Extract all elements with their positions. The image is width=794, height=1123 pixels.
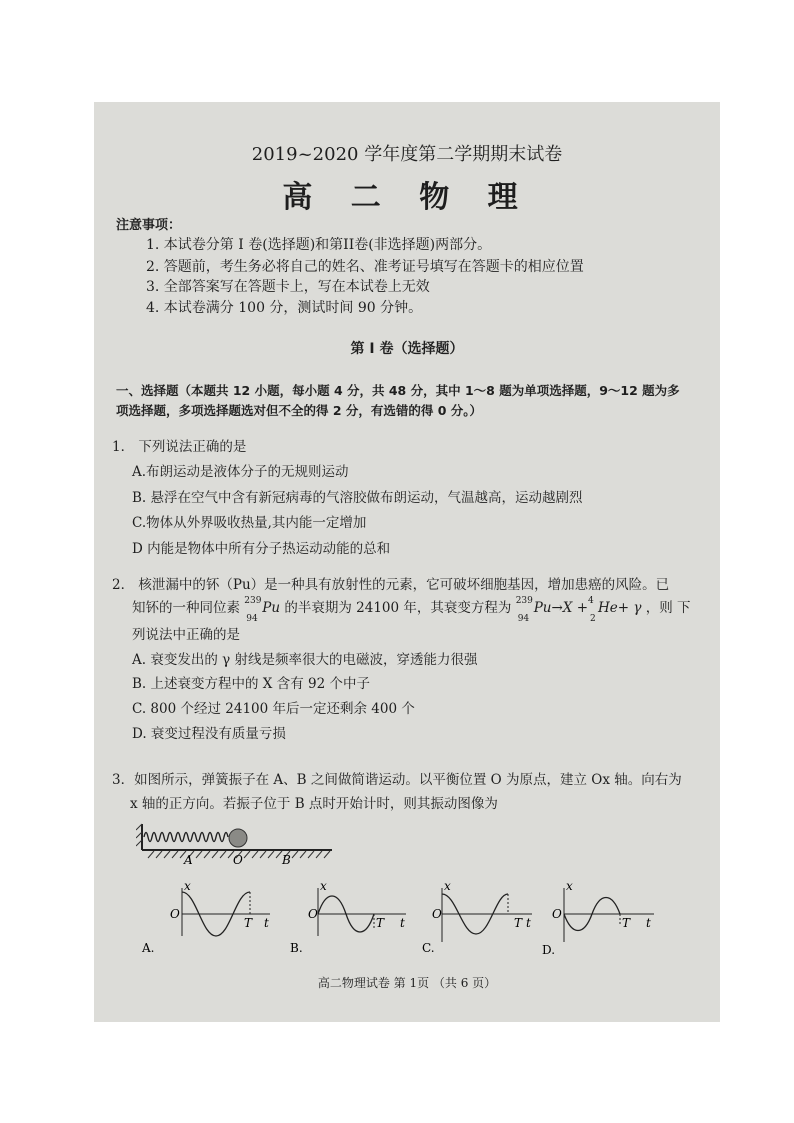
part-instructions-line1: 一、选择题（本题共 12 小题，每小题 4 分，共 48 分，其中 1～8 题为单项选择题，9～12 题为多 (116, 383, 680, 398)
choice-a-label: A. (142, 941, 155, 955)
graph-b (284, 880, 424, 960)
q1-option-a: A.布朗运动是液体分子的无规则运动 (132, 464, 349, 480)
svg-text:x: x (184, 880, 191, 893)
svg-text:O: O (552, 907, 562, 921)
notice-item-3: 3. 全部答案写在答题卡上，写在本试卷上无效 (146, 279, 430, 295)
notice-heading: 注意事项： (116, 218, 182, 233)
he-prefix: 4 2 (588, 595, 596, 624)
pu-symbol: Pu (262, 600, 281, 616)
label-B: B (282, 853, 291, 866)
svg-text:t: t (400, 916, 405, 930)
notice-item-1: 1. 本试卷分第 I 卷(选择题)和第II卷(非选择题)两部分。 (146, 237, 492, 253)
choice-c-label: C. (422, 941, 435, 955)
q3-line1: 3．如图所示，弹簧振子在 A、B 之间做简谐运动。以平衡位置 O 为原点，建立 Ox 轴。向右为 (112, 772, 682, 788)
q2-option-d: D. 衰变过程没有质量亏损 (132, 726, 286, 742)
svg-text:T: T (244, 916, 253, 930)
q2-option-c: C. 800 个经过 24100 年后一定还剩余 400 个 (132, 701, 415, 717)
eq-middle: →X + (551, 600, 589, 616)
oscillator-ball (229, 829, 247, 847)
svg-text:t: t (526, 916, 531, 930)
page-footer: 高二物理试卷 第 1页 （共 6 页） (317, 976, 497, 990)
svg-text:t: t (264, 916, 269, 930)
spring-coil (144, 833, 228, 842)
q1-option-c: C.物体从外界吸收热量,其内能一定增加 (132, 515, 367, 531)
choice-d-label: D. (542, 943, 556, 957)
section-title: 第 I 卷（选择题） (350, 341, 464, 357)
pu-isotope-prefix: 239 94 (244, 595, 262, 624)
he-symbol: He (598, 600, 618, 616)
pu-eq-symbol: Pu (533, 600, 552, 616)
graph-a (138, 880, 278, 960)
q3-line2: x 轴的正方向。若振子位于 B 点时开始计时，则其振动图像为 (130, 796, 498, 812)
exam-page (94, 102, 720, 1022)
svg-text:T: T (376, 916, 385, 930)
graph-d (532, 880, 682, 960)
pu-eq-prefix: 239 94 (515, 595, 533, 624)
notice-item-4: 4. 本试卷满分 100 分，测试时间 90 分钟。 (146, 300, 423, 316)
svg-text:T: T (622, 916, 631, 930)
label-A: A (184, 853, 193, 866)
part-instructions-line2: 项选择题，多项选择题选对但不全的得 2 分，有选错的得 0 分。） (116, 403, 483, 418)
q2-option-a: A. 衰变发出的 γ 射线是频率很大的电磁波，穿透能力很强 (132, 652, 478, 668)
label-O: O (233, 853, 243, 866)
q2-line2-b: 的半衰期为 24100 年，其衰变方程为 (284, 600, 512, 616)
choice-b-label: B. (290, 941, 303, 955)
spring-oscillator-diagram (136, 820, 336, 866)
svg-text:O: O (308, 907, 318, 921)
eq-end: + γ (617, 600, 642, 616)
q2-line1: 2． 核泄漏中的钚（Pu）是一种具有放射性的元素，它可破坏细胞基因，增加患癌的风险。已 (112, 577, 670, 593)
svg-text:x: x (566, 880, 573, 893)
q1-option-b: B. 悬浮在空气中含有新冠病毒的气溶胶做布朗运动，气温越高，运动越剧烈 (132, 490, 583, 506)
q1-stem: 1． 下列说法正确的是 (112, 439, 247, 455)
svg-text:O: O (432, 907, 442, 921)
svg-text:x: x (444, 880, 451, 893)
q2-line3: 列说法中正确的是 (132, 627, 240, 643)
subject-title: 高 二 物 理 (282, 180, 532, 215)
q2-line2 (132, 595, 691, 624)
exam-title: 2019~2020 学年度第二学期期末试卷 (251, 144, 563, 165)
svg-text:t: t (646, 916, 651, 930)
q2-line2-a: 知钚的一种同位素 (132, 600, 240, 616)
q2-line2-c: ，则 下 (645, 600, 691, 616)
svg-text:T: T (514, 916, 523, 930)
q1-option-d: D 内能是物体中所有分子热运动动能的总和 (132, 541, 391, 557)
svg-text:x: x (320, 880, 327, 893)
svg-text:O: O (170, 907, 180, 921)
q2-option-b: B. 上述衰变方程中的 X 含有 92 个中子 (132, 676, 370, 692)
notice-item-2: 2. 答题前，考生务必将自己的姓名、准考证号填写在答题卡的相应位置 (146, 259, 584, 275)
